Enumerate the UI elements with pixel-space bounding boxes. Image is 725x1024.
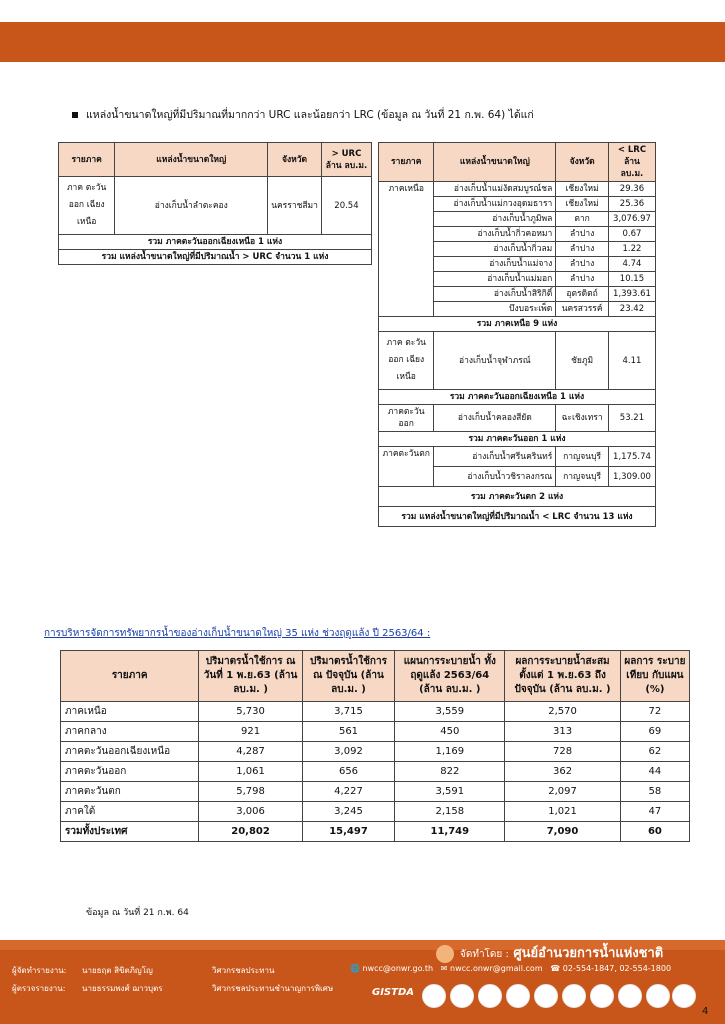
province-cell: กาญจนบุรี (556, 467, 609, 487)
partner-logo-icon (478, 984, 502, 1008)
value-cell: 3,092 (302, 742, 395, 762)
col-header: ผลการ ระบายเทียบ กับแผน (%) (620, 651, 689, 702)
reporter-role: วิศวกรชลประทาน (212, 966, 275, 975)
section-title-link[interactable]: การบริหารจัดการทรัพยากรน้ำของอ่างเก็บน้ำขนาดใหญ่ 35 แห่ง ช่วงฤดูแล้ง ปี 2563/64 : (44, 628, 431, 639)
reviewer-label: ผู้ตรวจรายงาน: (12, 984, 66, 993)
value-cell: 1,061 (199, 762, 302, 782)
value-cell: 5,798 (199, 782, 302, 802)
table-row (61, 802, 690, 822)
total-row: รวม แหล่งน้ำขนาดใหญ่ที่มีปริมาณน้ำ < LRC จำนวน 13 แห่ง (379, 507, 656, 527)
value-cell: 0.67 (608, 227, 655, 242)
reservoir-cell: อ่างเก็บน้ำจุฬาภรณ์ (434, 332, 556, 390)
value-cell: 44 (620, 762, 689, 782)
value-cell: 362 (505, 762, 621, 782)
value-cell: 313 (505, 722, 621, 742)
table-row (61, 722, 690, 742)
value-cell: 1,021 (505, 802, 621, 822)
value-cell: 1.22 (608, 242, 655, 257)
value-cell: 3,591 (395, 782, 505, 802)
value-cell: 3,006 (199, 802, 302, 822)
partner-logo-icon (646, 984, 670, 1008)
value-cell: 20,802 (199, 822, 302, 842)
value-cell: 3,076.97 (608, 212, 655, 227)
partner-logo-icon (450, 984, 474, 1008)
region-cell: ภาคตะวันออก (379, 405, 434, 432)
value-cell: 3,559 (395, 702, 505, 722)
subtotal-row: รวม ภาคตะวันออกเฉียงเหนือ 1 แห่ง (379, 390, 656, 405)
value-cell: 29.36 (608, 182, 655, 197)
reservoir-cell: อ่างเก็บน้ำแม่จาง (434, 257, 556, 272)
region-cell: ภาคใต้ (61, 802, 199, 822)
value-cell: 58 (620, 782, 689, 802)
region-cell: ภาคตะวันตก (61, 782, 199, 802)
email-link-1[interactable]: nwcc@onwr.go.th (362, 964, 434, 973)
water-drop-icon (436, 945, 454, 963)
email-link-2[interactable]: nwcc.onwr@gmail.com (450, 964, 543, 973)
col-header: จังหวัด (556, 143, 609, 182)
region-cell: ภาคตะวันตก (379, 447, 434, 487)
reservoir-cell: อ่างเก็บน้ำวชิราลงกรณ (434, 467, 556, 487)
col-header: ปริมาตรน้ำใช้การ ณ วันที่ 1 พ.ย.63 (ล้าน ลบ.ม. ) (199, 651, 302, 702)
phone-number: 02-554-1847, 02-554-1800 (562, 964, 672, 973)
value-cell: 10.15 (608, 272, 655, 287)
region-cell: รวมทั้งประเทศ (61, 822, 199, 842)
phone-icon: ☎ (550, 964, 561, 973)
province-cell: ตาก (556, 212, 609, 227)
region-cell: ภาคเหนือ (61, 702, 199, 722)
table-row (61, 782, 690, 802)
table-row (61, 742, 690, 762)
table-row (379, 332, 656, 390)
lrc-table (378, 142, 656, 527)
value-cell: 4.74 (608, 257, 655, 272)
col-header: ผลการระบายน้ำสะสม ตั้งแต่ 1 พ.ย.63 ถึงปัจจุบัน (ล้าน ลบ.ม. ) (505, 651, 621, 702)
reservoir-cell: อ่างเก็บน้ำคลองสียัด (434, 405, 556, 432)
province-cell: เชียงใหม่ (556, 197, 609, 212)
table-row (379, 405, 656, 432)
value-cell: 4.11 (608, 332, 655, 390)
data-date-note: ข้อมูล ณ วันที่ 21 ก.พ. 64 (86, 908, 189, 918)
reservoir-cell: อ่างเก็บน้ำแม่มอก (434, 272, 556, 287)
province-cell: ชัยภูมิ (556, 332, 609, 390)
region-cell: ภาค ตะวันออก เฉียงเหนือ (59, 177, 115, 235)
footer (0, 940, 725, 1024)
province-cell: ลำปาง (556, 272, 609, 287)
value-cell: 921 (199, 722, 302, 742)
col-header: แผนการระบายน้ำ ทั้งฤดูแล้ง 2563/64 (ล้าน ลบ.ม. ) (395, 651, 505, 702)
reviewer-role: วิศวกรชลประทานชำนาญการพิเศษ (212, 984, 334, 993)
province-cell: นครสวรรค์ (556, 302, 609, 317)
page-number: 4 (702, 1006, 709, 1017)
table-row (379, 447, 656, 467)
value-cell: 72 (620, 702, 689, 722)
reservoir-cell: อ่างเก็บน้ำแม่กวงอุดมธารา (434, 197, 556, 212)
value-cell: 822 (395, 762, 505, 782)
table-row (379, 182, 656, 197)
mail-icon: ✉ (440, 964, 448, 973)
value-cell: 561 (302, 722, 395, 742)
value-cell: 7,090 (505, 822, 621, 842)
value-cell: 23.42 (608, 302, 655, 317)
section-heading: แหล่งน้ำขนาดใหญ่ที่มีปริมาณที่มากกว่า URC และน้อยกว่า LRC (ข้อมูล ณ วันที่ 21 ก.พ. 64) ได้แก่ (72, 106, 534, 123)
summary-table (60, 650, 690, 842)
subtotal-row: รวม ภาคเหนือ 9 แห่ง (379, 317, 656, 332)
partner-logos (372, 984, 694, 1010)
value-cell: 11,749 (395, 822, 505, 842)
total-row (61, 822, 690, 842)
col-header: แหล่งน้ำขนาดใหญ่ (115, 143, 268, 177)
region-cell: ภาค ตะวันออก เฉียงเหนือ (379, 332, 434, 390)
col-header: แหล่งน้ำขนาดใหญ่ (434, 143, 556, 182)
value-cell: 3,715 (302, 702, 395, 722)
province-cell: อุตรดิตถ์ (556, 287, 609, 302)
value-cell: 1,393.61 (608, 287, 655, 302)
reservoir-cell: อ่างเก็บน้ำกิ่วลม (434, 242, 556, 257)
reservoir-cell: อ่างเก็บน้ำกิ่วคอหมา (434, 227, 556, 242)
value-cell: 1,169 (395, 742, 505, 762)
reporter-name: นายธฤต สิขิตภิญโญ (82, 966, 153, 975)
bullet-icon (72, 112, 78, 118)
value-cell: 1,309.00 (608, 467, 655, 487)
value-cell: 1,175.74 (608, 447, 655, 467)
table-row (61, 702, 690, 722)
province-cell: เชียงใหม่ (556, 182, 609, 197)
value-cell: 4,287 (199, 742, 302, 762)
col-header: รายภาค (379, 143, 434, 182)
value-cell: 60 (620, 822, 689, 842)
region-cell: ภาคตะวันออก (61, 762, 199, 782)
province-cell: กาญจนบุรี (556, 447, 609, 467)
col-header: > URC ล้าน ลบ.ม. (321, 143, 371, 177)
subtotal-row: รวม ภาคตะวันออกเฉียงเหนือ 1 แห่ง (59, 235, 372, 250)
value-cell: 2,570 (505, 702, 621, 722)
brand-title: จัดทำโดย : ศูนย์อำนวยการน้ำแห่งชาติ (436, 942, 663, 963)
reporter-label: ผู้จัดทำรายงาน: (12, 966, 67, 975)
value-cell: 20.54 (321, 177, 371, 235)
value-cell: 2,158 (395, 802, 505, 822)
partner-logo-icon (506, 984, 530, 1008)
reservoir-cell: อ่างเก็บน้ำศรีนครินทร์ (434, 447, 556, 467)
value-cell: 3,245 (302, 802, 395, 822)
col-header: ปริมาตรน้ำใช้การ ณ ปัจจุบัน (ล้าน ลบ.ม. ) (302, 651, 395, 702)
col-header: จังหวัด (268, 143, 322, 177)
partner-logo-icon (590, 984, 614, 1008)
globe-icon: 🌐 (350, 964, 360, 973)
partner-logo-icon (618, 984, 642, 1008)
partner-logo-icon (672, 984, 696, 1008)
reservoir-cell: อ่างเก็บน้ำลำตะคอง (115, 177, 268, 235)
province-cell: ลำปาง (556, 242, 609, 257)
province-cell: นครราชสีมา (268, 177, 322, 235)
value-cell: 656 (302, 762, 395, 782)
col-header: รายภาค (61, 651, 199, 702)
urc-table (58, 142, 372, 265)
partner-logo-icon (534, 984, 558, 1008)
reservoir-cell: อ่างเก็บน้ำสิริกิติ์ (434, 287, 556, 302)
value-cell: 25.36 (608, 197, 655, 212)
region-cell: ภาคตะวันออกเฉียงเหนือ (61, 742, 199, 762)
col-header: รายภาค (59, 143, 115, 177)
reservoir-cell: บึงบอระเพ็ด (434, 302, 556, 317)
subtotal-row: รวม ภาคตะวันออก 1 แห่ง (379, 432, 656, 447)
reviewer-name: นายธรรมพงศ์ ฌาวบุตร (82, 984, 163, 993)
value-cell: 728 (505, 742, 621, 762)
value-cell: 2,097 (505, 782, 621, 802)
province-cell: ฉะเชิงเทรา (556, 405, 609, 432)
subtotal-row: รวม ภาคตะวันตก 2 แห่ง (379, 487, 656, 507)
table-row (61, 762, 690, 782)
value-cell: 62 (620, 742, 689, 762)
partner-logo-icon (562, 984, 586, 1008)
total-row: รวม แหล่งน้ำขนาดใหญ่ที่มีปริมาณน้ำ > URC จำนวน 1 แห่ง (59, 250, 372, 265)
value-cell: 47 (620, 802, 689, 822)
province-cell: ลำปาง (556, 227, 609, 242)
region-cell: ภาคเหนือ (379, 182, 434, 317)
region-cell: ภาคกลาง (61, 722, 199, 742)
col-header: < LRC ล้าน ลบ.ม. (608, 143, 655, 182)
value-cell: 5,730 (199, 702, 302, 722)
value-cell: 15,497 (302, 822, 395, 842)
contacts (350, 964, 671, 973)
value-cell: 69 (620, 722, 689, 742)
value-cell: 53.21 (608, 405, 655, 432)
gistda-logo: GISTDA (372, 987, 414, 998)
reservoir-cell: อ่างเก็บน้ำภูมิพล (434, 212, 556, 227)
partner-logo-icon (422, 984, 446, 1008)
value-cell: 4,227 (302, 782, 395, 802)
credits (12, 962, 333, 998)
table-row (59, 177, 372, 235)
reservoir-cell: อ่างเก็บน้ำแม่งัดสมบูรณ์ชล (434, 182, 556, 197)
value-cell: 450 (395, 722, 505, 742)
province-cell: ลำปาง (556, 257, 609, 272)
top-banner (0, 0, 725, 62)
